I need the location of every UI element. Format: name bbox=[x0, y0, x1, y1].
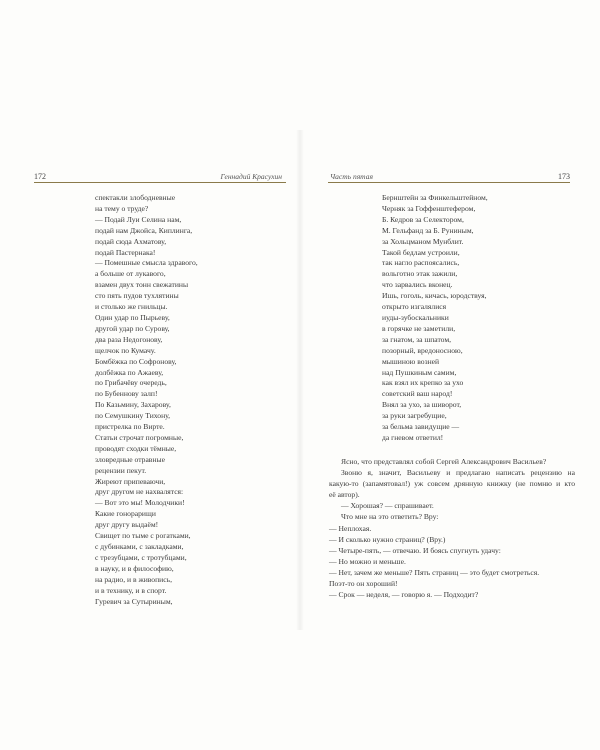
prose-line: — Неплохая. bbox=[329, 523, 372, 533]
running-head-left: Геннадий Красухин bbox=[220, 172, 282, 181]
poem-line: сто пять пудов тухлятины bbox=[95, 291, 179, 301]
poem-line: как взял их крепко за ухо bbox=[382, 378, 464, 388]
poem-line: а больше от лукавого, bbox=[95, 269, 166, 279]
right-page bbox=[302, 0, 600, 750]
poem-line: Черняк за Гоффенштефером, bbox=[382, 203, 476, 213]
poem-line: подай сюда Ахматову, bbox=[95, 236, 167, 246]
poem-line: Бернштейн за Финкельштейном, bbox=[382, 193, 488, 202]
poem-line: два раза Недогонову, bbox=[95, 334, 163, 344]
prose-line: Поэт-то он хороший! bbox=[329, 579, 398, 589]
poem-line: Внял за ухо, за шиворот, bbox=[382, 400, 462, 410]
poem-line: позорный, вредоносною, bbox=[382, 345, 463, 355]
poem-line: над Пушкиным самим, bbox=[382, 367, 457, 377]
poem-line: Б. Кедров за Селектором, bbox=[382, 214, 464, 224]
poem-text-right bbox=[382, 193, 488, 444]
page-number-left: 172 bbox=[34, 172, 46, 181]
poem-line: по Бубеннову залп! bbox=[95, 389, 158, 399]
poem-line: по Грибачёву очередь, bbox=[95, 378, 167, 388]
poem-line: рецензии пекут. bbox=[95, 465, 147, 475]
poem-line: мышиною возней bbox=[382, 356, 440, 366]
prose-line: Что мне на это ответить? Вру: bbox=[341, 512, 439, 522]
prose-line: — Срок — неделя, — говорю я. — Подходит? bbox=[329, 590, 479, 600]
poem-line: вольготно этак зажили, bbox=[382, 269, 458, 279]
prose-line: — Хорошая? — спрашивает. bbox=[341, 501, 434, 511]
poem-line: подай Пастернака! bbox=[95, 247, 156, 257]
poem-line: с дубинками, с закладками, bbox=[95, 542, 184, 551]
prose-line: Звоню я, значит, Васильеву и предлагаю написать рецензию на bbox=[341, 468, 575, 478]
poem-line: за бельма завидущие — bbox=[382, 422, 460, 432]
poem-line: Такой бедлам устроили, bbox=[382, 247, 460, 257]
poem-line: М. Гельфанд за Б. Руниным, bbox=[382, 225, 474, 235]
poem-line: за Хольцманом Мунблит. bbox=[382, 236, 464, 246]
header-rule-right bbox=[328, 182, 570, 183]
poem-line: спектакли злободневные bbox=[95, 193, 176, 202]
prose-line: — Но можно и меньше. bbox=[329, 556, 406, 566]
poem-line: да гневом ответил! bbox=[382, 432, 444, 442]
poem-line: советский ваш народ! bbox=[382, 389, 453, 399]
left-page bbox=[0, 0, 298, 750]
poem-text-left bbox=[95, 193, 198, 607]
prose-line: — И сколько нужно страниц? (Вру.) bbox=[329, 534, 446, 544]
poem-line: за руки загребущие, bbox=[382, 411, 447, 421]
poem-line: Один удар по Пырьеву, bbox=[95, 312, 170, 322]
poem-line: пристрелка по Вирте. bbox=[95, 422, 165, 432]
poem-line: что зарвались вконец. bbox=[382, 280, 453, 290]
poem-line: Свищет по тыме с рогатками, bbox=[95, 531, 191, 541]
poem-line: подай нам Джойса, Киплинга, bbox=[95, 225, 193, 235]
header-rule-left bbox=[34, 182, 286, 183]
prose-line: — Нет, зачем же меньше? Пять страниц — это будет смотреться. bbox=[329, 567, 540, 577]
poem-line: взамен двух тонн свежатины bbox=[95, 280, 189, 290]
poem-line: и столько же гнильцы. bbox=[95, 302, 168, 312]
poem-line: по Семушкину Тихону, bbox=[95, 411, 171, 421]
poem-line: — Подай Луи Селина нам, bbox=[95, 214, 182, 224]
poem-line: Жиреют припеваючи, bbox=[95, 476, 166, 486]
poem-line: — Вот это мы! Молодчики! bbox=[95, 498, 185, 508]
poem-line: проводят сходки тёмные, bbox=[95, 443, 177, 453]
poem-line: с трезубцами, с тротубцами, bbox=[95, 552, 187, 562]
poem-line: и в технику, и в спорт. bbox=[95, 585, 167, 595]
poem-line: зловредные отравные bbox=[95, 454, 165, 464]
prose-line: её автор). bbox=[329, 490, 360, 500]
poem-line: щелчок по Кумачу. bbox=[95, 345, 156, 355]
poem-line: Статьи строчат погромные, bbox=[95, 432, 184, 442]
poem-line: открыто изгалялися bbox=[382, 302, 447, 312]
poem-line: Гуревич за Сутыриным, bbox=[95, 596, 173, 606]
poem-line: Какие гонорарищи bbox=[95, 509, 156, 519]
poem-line: — Помешные смысла здравого, bbox=[95, 258, 198, 268]
poem-line: другой удар по Сурову, bbox=[95, 323, 170, 333]
poem-line: долбёжка по Ажаеву, bbox=[95, 367, 164, 377]
prose-line: — Четыре-пять, — отвечаю. И боясь спугнуть удачу: bbox=[329, 545, 501, 555]
poem-line: в горячке не заметили, bbox=[382, 323, 456, 333]
prose-text-right bbox=[329, 456, 575, 600]
poem-line: на радио, и в живопись, bbox=[95, 574, 172, 584]
page-number-right: 173 bbox=[558, 172, 570, 181]
poem-line: Ишь, гоголь, кичась, юродствуя, bbox=[382, 291, 487, 301]
poem-line: Бомбёжка по Софронову, bbox=[95, 356, 177, 366]
poem-line: так нагло распоясались, bbox=[382, 258, 460, 268]
poem-line: в науку, и в философию, bbox=[95, 563, 174, 573]
running-head-right: Часть пятая bbox=[330, 172, 373, 181]
poem-line: По Казьмину, Захарову, bbox=[95, 400, 171, 410]
poem-line: за гнатом, за шпатом, bbox=[382, 334, 452, 344]
prose-line: какую-то (запамятовал!) уж совсем дрянную книжку (не помню и кто bbox=[329, 479, 575, 489]
prose-line: Ясно, что представлял собой Сергей Александрович Васильев? bbox=[341, 457, 547, 466]
poem-line: на тему о труде? bbox=[95, 203, 149, 213]
poem-line: друг другу выдаём! bbox=[95, 520, 159, 530]
poem-line: друг другом не нахвалятся: bbox=[95, 487, 184, 497]
poem-line: иуды-зубоскальники bbox=[382, 312, 449, 322]
